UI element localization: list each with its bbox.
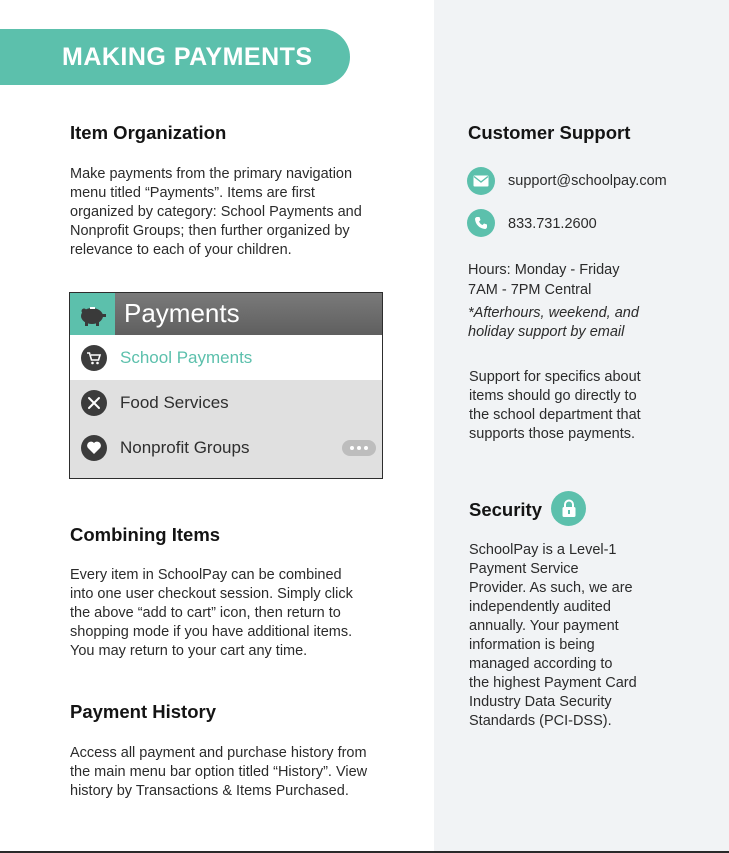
text-line: managed according to [469,656,613,672]
utensils-icon [81,390,107,416]
text-line: You may return to your cart any time. [70,643,308,659]
text-line: Standards (PCI-DSS). [469,713,612,729]
heart-hands-icon [81,435,107,461]
text-line: into one user checkout session. Simply click [70,586,353,602]
text-line: Provider. As such, we are [469,580,633,596]
item-organization-heading: Item Organization [70,122,227,143]
support-email-link[interactable]: support@schoolpay.com [508,173,667,189]
text-line: organized by category: School Payments and [70,204,362,220]
payments-menu-screenshot [69,292,383,479]
menu-item-label: Food Services [120,392,229,412]
banner-title: MAKING PAYMENTS [62,42,313,71]
menu-item-food-services[interactable] [70,380,382,425]
security-heading: Security [469,499,543,520]
text-line: menu titled “Payments”. Items are first [70,185,315,201]
payments-menu-header [70,293,382,335]
support-phone-link[interactable]: 833.731.2600 [508,216,597,232]
text-line: the main menu bar option titled “History”. View [70,764,368,780]
security-text [469,541,637,731]
text-line: the above “add to cart” icon, then return to [70,605,341,621]
text-line: supports those payments. [469,426,636,442]
text-line: information is being [469,637,595,653]
text-line: Every item in SchoolPay can be combined [70,567,342,583]
text-line: *Afterhours, weekend, and [468,305,639,321]
text-line: items should go directly to [469,388,637,404]
text-line: Nonprofit Groups; then further organized by [70,223,350,239]
text-line: the school department that [469,407,641,423]
lock-icon [551,491,586,526]
payment-history-text [70,744,367,801]
text-line: Hours: Monday - Friday [468,262,620,278]
text-line: history by Transactions & Items Purchased. [70,783,349,799]
after-hours-note [468,304,639,342]
cart-icon [81,345,107,371]
text-line: holiday support by email [468,324,625,340]
piggy-bank-tile [70,293,115,335]
text-line: independently audited [469,599,611,615]
piggy-bank-icon [70,293,115,335]
payments-menu-title: Payments [124,298,240,328]
text-line: Make payments from the primary navigation [70,166,353,182]
phone-icon [467,209,495,237]
text-line: relevance to each of your children. [70,242,292,258]
text-line: 7AM - 7PM Central [468,282,592,298]
more-options-icon[interactable] [342,440,376,456]
combining-items-heading: Combining Items [70,524,221,545]
text-line: Support for specifics about [469,369,641,385]
email-icon [467,167,495,195]
menu-item-school-payments[interactable] [70,335,382,380]
menu-item-nonprofit-groups[interactable] [70,425,382,470]
section-banner [0,29,350,85]
customer-support-heading: Customer Support [468,122,631,143]
payment-history-heading: Payment History [70,701,216,722]
support-specifics-note [469,368,641,444]
support-hours [468,260,620,300]
combining-items-text [70,566,353,661]
text-line: the highest Payment Card [469,675,637,691]
text-line: Industry Data Security [469,694,612,710]
menu-item-label: Nonprofit Groups [120,437,250,457]
menu-item-label: School Payments [120,347,253,367]
text-line: annually. Your payment [469,618,619,634]
text-line: SchoolPay is a Level-1 [469,542,617,558]
text-line: Access all payment and purchase history from [70,745,367,761]
text-line: shopping mode if you have additional items. [70,624,353,640]
text-line: Payment Service [469,561,579,577]
item-organization-text [70,165,362,260]
